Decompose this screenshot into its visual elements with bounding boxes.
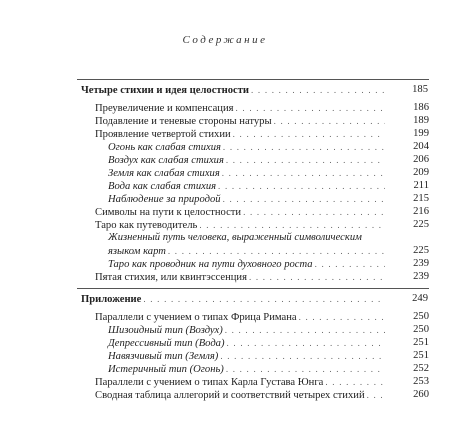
section-divider [77,288,429,289]
toc-item: Подавление и теневые стороны натуры . . . 189 [95,115,387,128]
leader-dots [227,337,385,349]
toc-subitem: Наблюдение за природой . . . 215 [108,193,387,206]
toc-item: Символы на пути к целостности . . . 216 [95,206,387,219]
toc-subitem: языком карт . . . 225 [108,245,387,258]
leader-dots [251,84,384,96]
leader-dots [222,167,385,179]
leader-dots [315,258,385,270]
toc-subitem: Вода как слабая стихия . . . 211 [108,180,387,193]
toc-section-label: Приложение [81,294,142,305]
leader-dots [225,324,385,336]
leader-dots [367,389,385,401]
leader-dots [143,293,384,305]
leader-dots [233,128,385,140]
leader-dots [220,350,385,362]
toc-item: Преувеличение и компенсация . . . 186 [95,102,387,115]
toc-subitem-line1: Жизненный путь человека, выраженный символическим [108,232,362,243]
toc-section-label: Четыре стихии и идея целостности [81,85,250,96]
toc-section-title [81,293,428,306]
toc-section-title [81,84,428,97]
toc-section-page: 185 [412,84,428,95]
toc-subitem: Огонь как слабая стихия . . . 204 [108,141,387,154]
toc-item: Таро как путеводитель . . . 225 [95,219,387,232]
toc-subitem: Таро как проводник на пути духовного роста . . . 239 [108,258,387,271]
toc-subitem: Депрессивный тип (Вода) . . . 251 [108,337,387,350]
leader-dots [226,154,385,166]
leader-dots [199,219,385,231]
leader-dots [223,141,385,153]
leader-dots [218,180,385,192]
toc-item: Пятая стихия, или квинтэссенция . . . 239 [95,271,387,284]
page-title: Содержание [182,34,268,46]
toc-subitem: Воздух как слабая стихия . . . 206 [108,154,387,167]
toc-item: Параллели с учением о типах Фрица Римана . . . 250 [95,311,387,324]
leader-dots [168,245,385,257]
toc-subitem: Земля как слабая стихия . . . 209 [108,167,387,180]
leader-dots [325,376,385,388]
toc-subitem: Шизоидный тип (Воздух) . . . 250 [108,324,387,337]
leader-dots [274,115,385,127]
toc-item: Проявление четвертой стихии . . . 199 [95,128,387,141]
toc-item: Сводная таблица аллегорий и соответствий четырех стихий . . . 260 [95,389,387,402]
toc-item: Параллели с учением о типах Карла Густава Юнга . . . 253 [95,376,387,389]
leader-dots [299,311,385,323]
section-divider [77,79,429,80]
leader-dots [243,206,385,218]
toc-section-page: 249 [412,293,428,304]
leader-dots [226,363,385,375]
leader-dots [223,193,385,205]
toc-subitem: Истеричный тип (Огонь) . . . 252 [108,363,387,376]
leader-dots [236,102,385,114]
leader-dots [249,271,385,283]
toc-subitem: Навязчивый тип (Земля) . . . 251 [108,350,387,363]
